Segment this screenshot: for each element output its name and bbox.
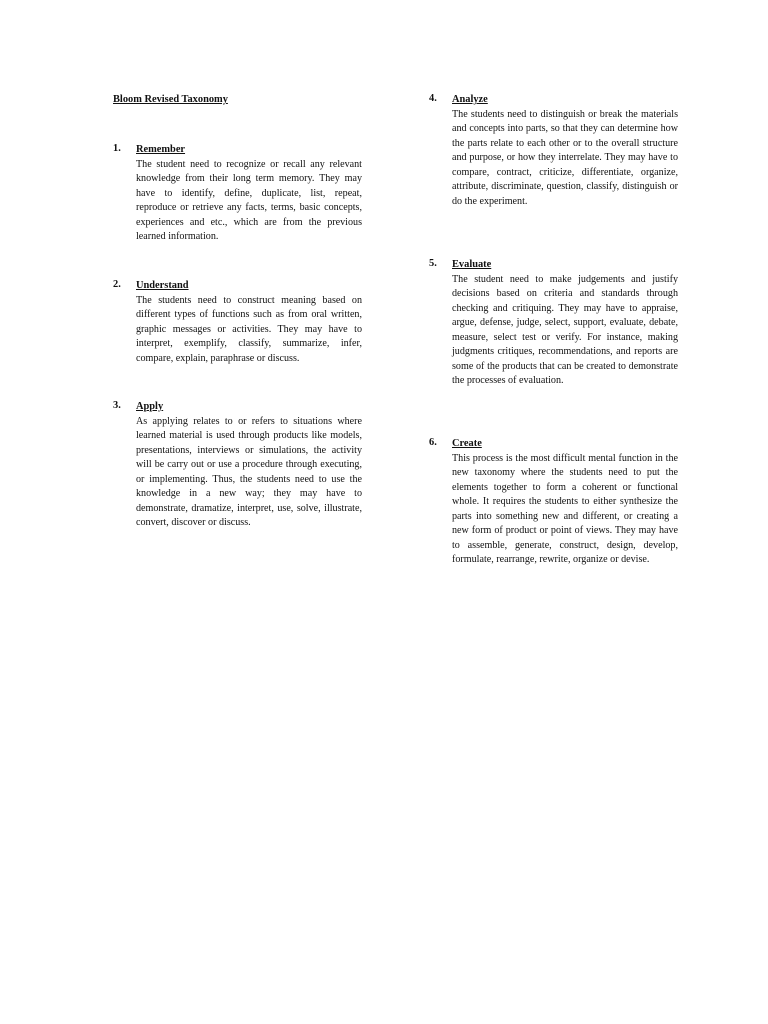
section-number: 2. [113,279,121,290]
section-understand [113,279,362,366]
section-heading: Apply [136,401,164,412]
section-number: 6. [429,437,437,448]
section-number: 4. [429,93,437,104]
section-body: As applying relates to or refers to situations where learned material is used through products like models, presentations, interviews or simulations, the activity will be carry out or use a procedure through executing, or implementing. Thus, the students need to use the knowledge in a new way; they may have to demonstrate, dramatize, interpret, use, solve, illustrate, convert, discover or discuss. [136,415,362,528]
section-heading: Evaluate [452,259,492,270]
section-evaluate [429,258,678,389]
document-title: Bloom Revised Taxonomy [113,94,228,105]
section-number: 5. [429,258,437,269]
section-create [429,437,678,568]
section-analyze [429,93,678,209]
section-heading: Understand [136,280,189,291]
section-body: The student need to recognize or recall any relevant knowledge from their long term memory. They may have to identify, define, duplicate, list, repeat, reproduce or retrieve any facts, terms, basic concepts, experiences and etc., which are from the previous learned information. [136,158,362,242]
section-heading: Remember [136,144,186,155]
section-apply [113,400,362,531]
section-body: The student need to make judgements and justify decisions based on criteria and standards through checking and critiquing. They may have to appraise, argue, defense, judge, select, support, evaluate, debate, measure, select test or verify. For instance, making judgments critiques, recommendations, and reports are some of the products that can be created to demonstrate the processes of evaluation. [452,273,678,386]
section-remember [113,143,362,245]
section-number: 1. [113,143,121,154]
section-body: The students need to construct meaning based on different types of functions such as from oral written, graphic messages or activities. They may have to interpret, exemplify, classify, summarize, infer, compare, explain, paraphrase or discuss. [136,294,362,364]
section-body: This process is the most difficult mental function in the new taxonomy where the students need to put the elements together to form a coherent or functional whole. It requires the students to either synthesize the parts into something new and different, or creating a new form of product or point of views. They may have to assemble, generate, construct, design, develop, formulate, rearrange, rewrite, organize or devise. [452,452,678,565]
section-number: 3. [113,400,121,411]
section-heading: Analyze [452,94,488,105]
section-body: The students need to distinguish or break the materials and concepts into parts, so that they can determine how the parts relate to each other or to the overall structure and purpose, or how they interrelate. They may have to compare, contract, criticize, differentiate, organize, attribute, discriminate, question, classify, distinguish or do the experiment. [452,108,678,207]
section-heading: Create [452,438,482,449]
